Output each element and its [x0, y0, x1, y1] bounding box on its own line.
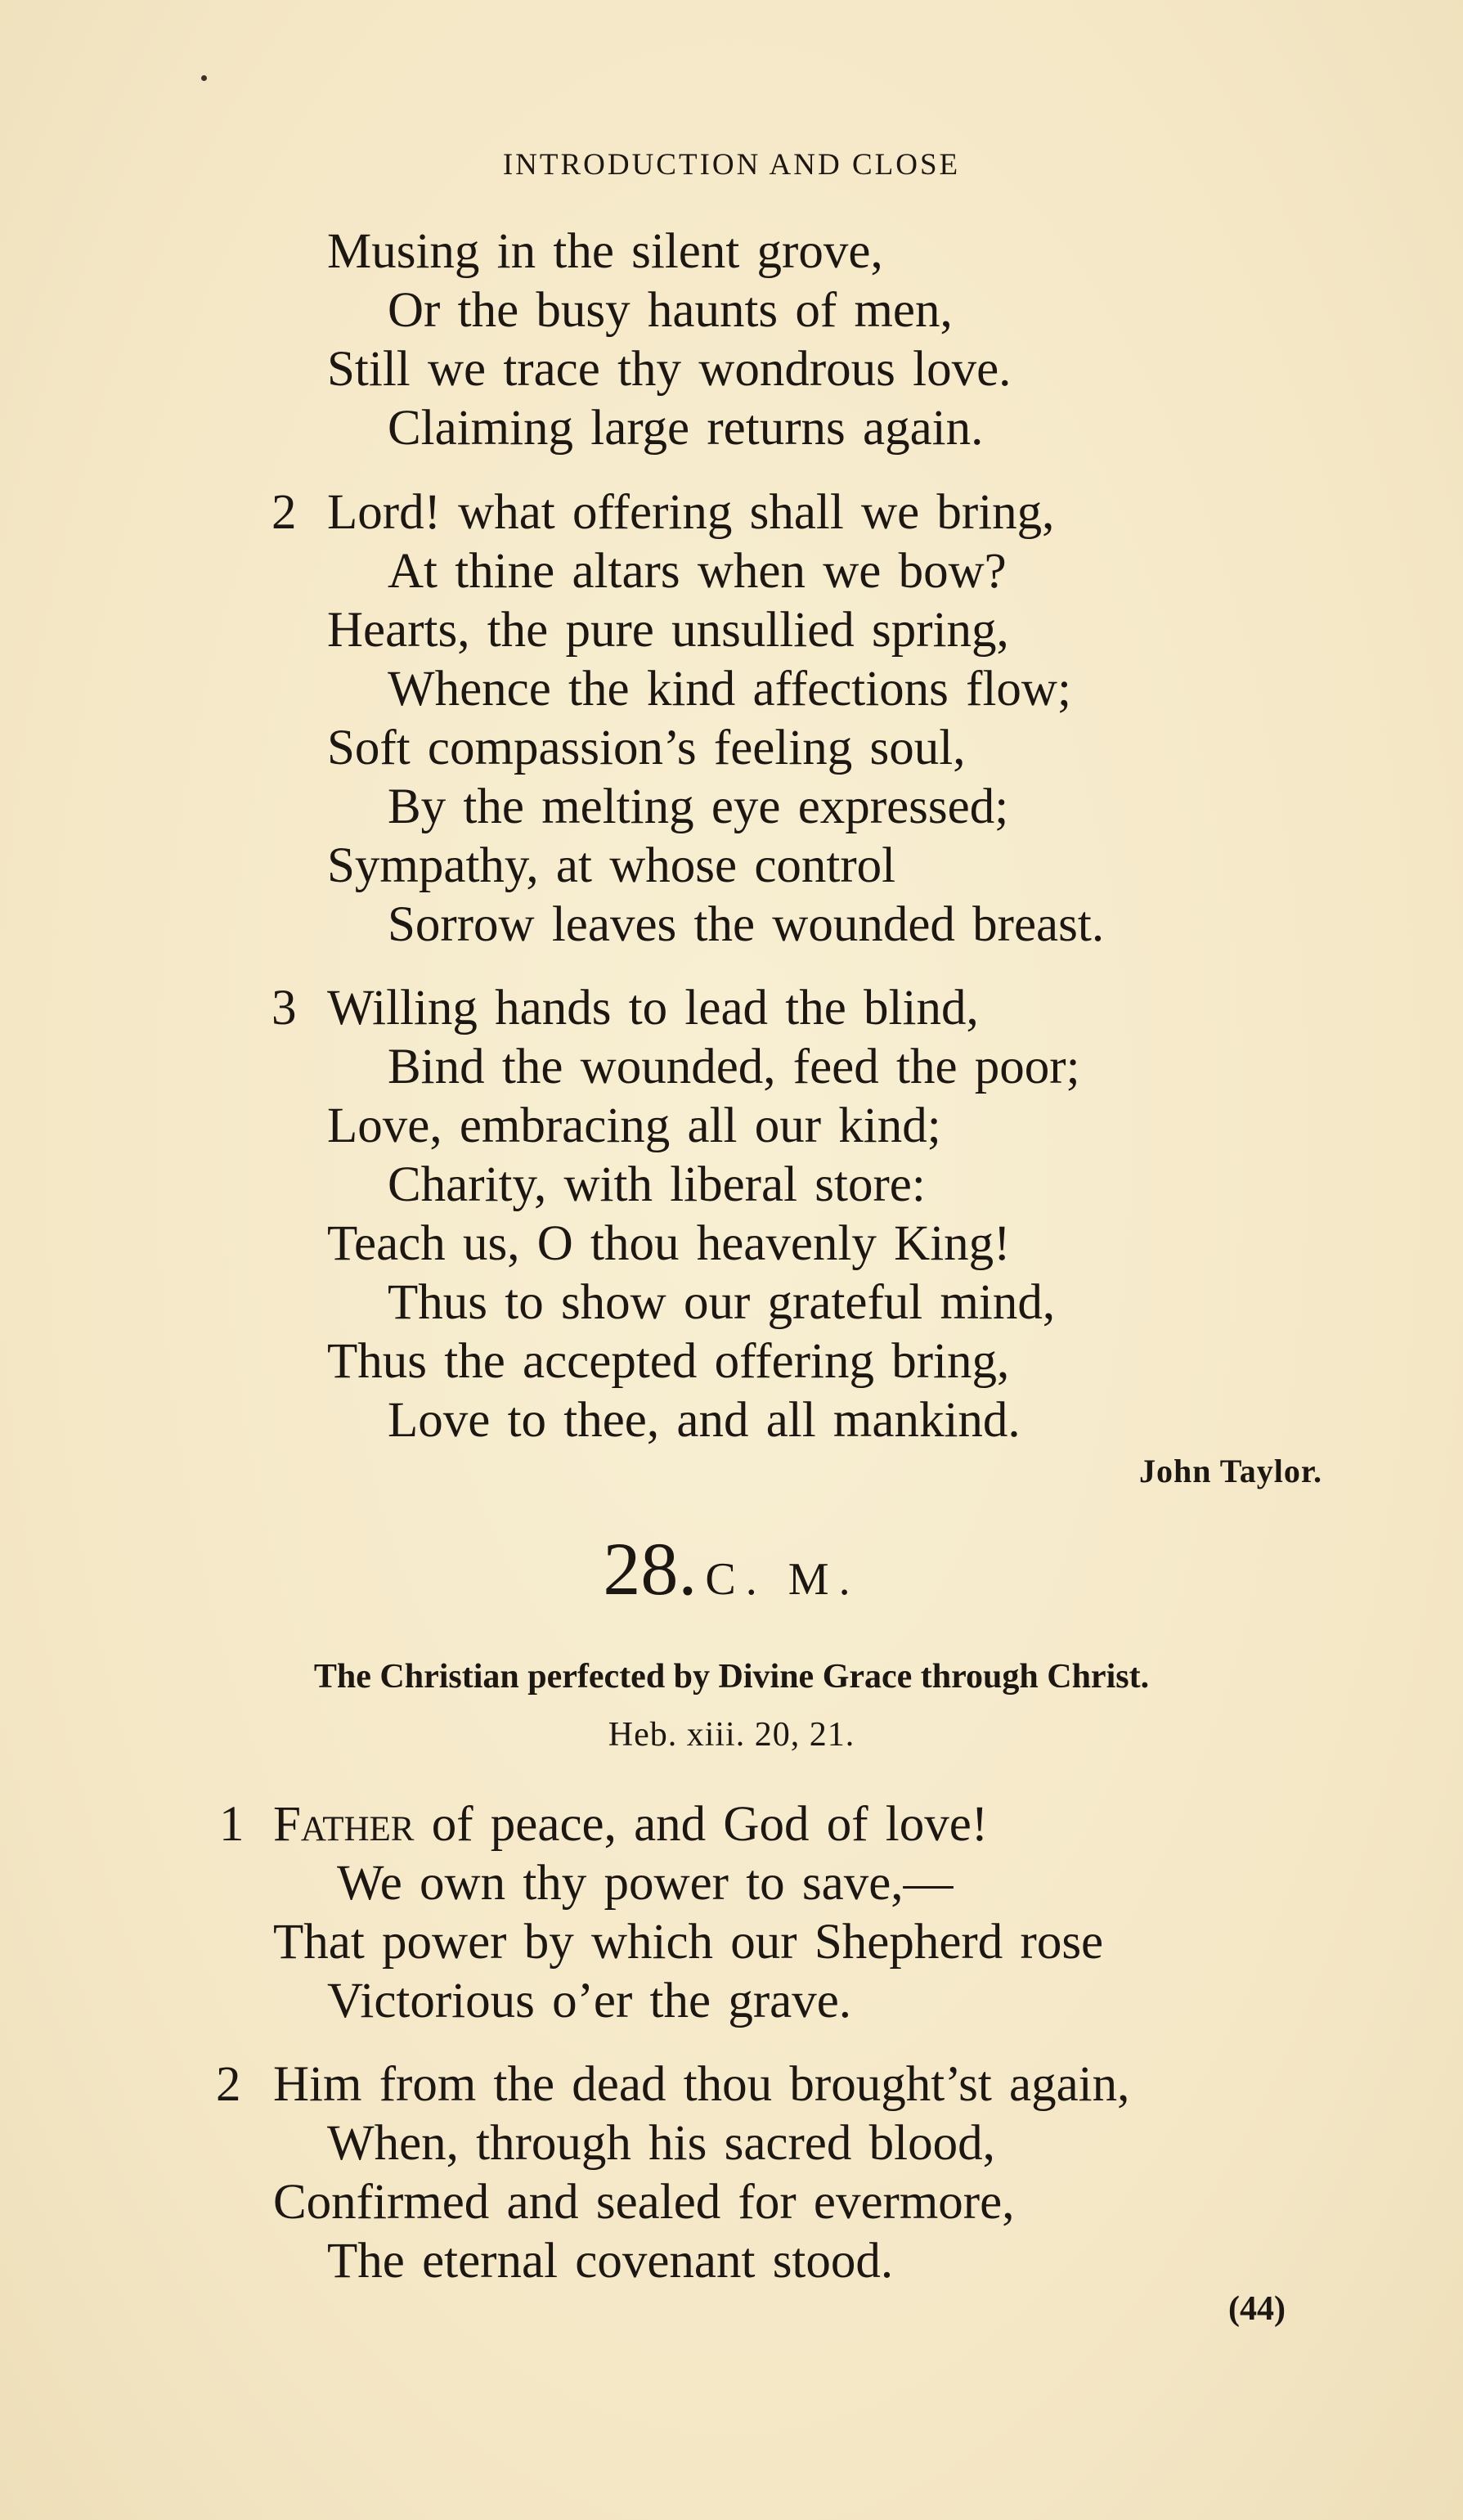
hymn-meter: C. M.: [705, 1554, 860, 1605]
verse-line: Still we trace thy wondrous love.: [327, 342, 1012, 397]
verse-line: That power by which our Shepherd rose: [273, 1915, 1104, 1970]
verse-line: When, through his sacred blood,: [327, 2116, 995, 2171]
stanza-number: 2: [272, 485, 297, 540]
verse-line: At thine altars when we bow?: [388, 544, 1007, 599]
verse-line: Confirmed and sealed for evermore,: [273, 2175, 1015, 2230]
verse-line: [273, 1796, 988, 1853]
verse-line: Bind the wounded, feed the poor;: [388, 1040, 1080, 1094]
first-line-rest: of peace, and God of love!: [414, 1797, 989, 1852]
verse-line: Soft compassion’s feeling soul,: [327, 721, 966, 775]
first-word: Father: [273, 1797, 415, 1852]
running-head: INTRODUCTION AND CLOSE: [502, 148, 961, 182]
verse-line: Claiming large returns again.: [388, 401, 984, 456]
verse-line: By the melting eye expressed;: [388, 779, 1009, 834]
verse-line: Lord! what offering shall we bring,: [327, 485, 1055, 540]
stanza-number: 3: [272, 981, 297, 1035]
verse-line: Victorious o’er the grave.: [327, 1974, 852, 2028]
verse-line: The eternal covenant stood.: [327, 2234, 894, 2289]
verse-line: Willing hands to lead the blind,: [327, 981, 979, 1035]
verse-line: We own thy power to save,—: [337, 1856, 954, 1911]
author-attribution: John Taylor.: [1139, 1453, 1322, 1489]
hymn-subject: The Christian perfected by Divine Grace through Christ.: [313, 1658, 1150, 1696]
verse-line: Thus the accepted offering bring,: [327, 1334, 1010, 1389]
page-number: (44): [1228, 2290, 1286, 2328]
verse-line: Teach us, O thou heavenly King!: [327, 1216, 1011, 1271]
stanza-number: 1: [219, 1797, 245, 1852]
verse-line: Love to thee, and all mankind.: [388, 1393, 1021, 1448]
hymn-number: 28.: [603, 1527, 698, 1610]
stanza-number: 2: [216, 2057, 241, 2112]
verse-line: Musing in the silent grove,: [327, 224, 883, 279]
verse-line: Whence the kind affections flow;: [388, 662, 1071, 716]
verse-line: Hearts, the pure unsullied spring,: [327, 603, 1009, 658]
verse-line: Sympathy, at whose control: [327, 838, 896, 893]
scripture-reference: Heb. xiii. 20, 21.: [608, 1716, 855, 1754]
hymn-heading: [0, 1528, 1463, 1632]
verse-line: Him from the dead thou brought’st again,: [273, 2057, 1130, 2112]
verse-line: Love, embracing all our kind;: [327, 1098, 941, 1153]
verse-line: Sorrow leaves the wounded breast.: [388, 897, 1105, 952]
verse-line: Or the busy haunts of men,: [388, 283, 953, 338]
verse-line: Thus to show our grateful mind,: [388, 1275, 1056, 1330]
ink-speck: [201, 75, 207, 81]
verse-line: Charity, with liberal store:: [388, 1157, 926, 1212]
